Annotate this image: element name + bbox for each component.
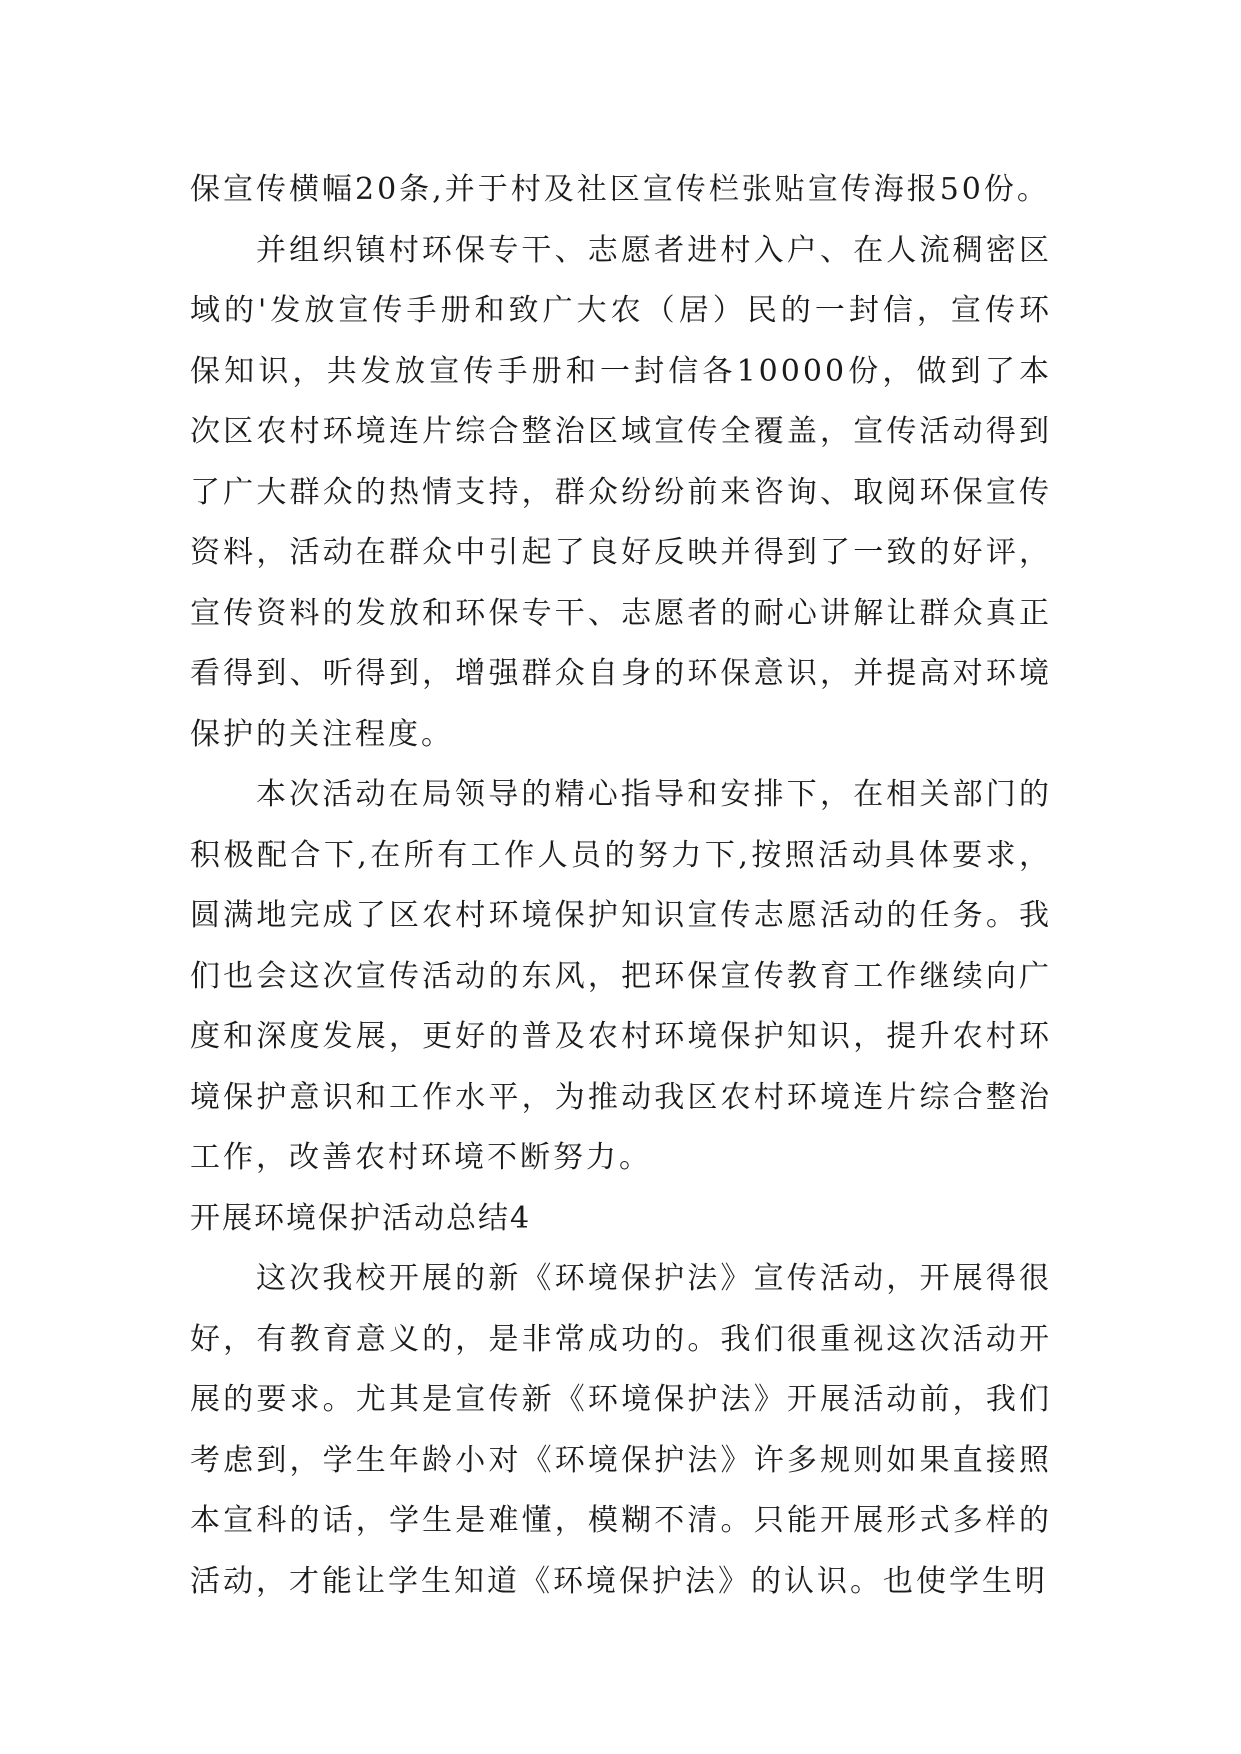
paragraph-section-4: 这次我校开展的新《环境保护法》宣传活动，开展得很好，有教育意义的，是非常成功的。我们很重视这次活动开展的要求。尤其是宣传新《环境保护法》开展活动前，我们考虑到，学生年龄小对《环境保护法》许多规则如果直接照本宣科的话，学生是难懂，模糊不清。只能开展形式多样的活动，才能让学生知道《环境保护法》的认识。也使学生明 [190,1261,1052,1599]
section-heading: 开展环境保护活动总结4 [190,1200,532,1236]
paragraph-distribution: 并组织镇村环保专干、志愿者进村入户、在人流稠密区域的'发放宣传手册和致广大农（居）民的一封信，宣传环保知识，共发放宣传手册和一封信各10000份，做到了本次区农村环境连片综合整治区域宣传全覆盖，宣传活动得到了广大群众的热情支持，群众纷纷前来咨询、取阅环保宣传资料，活动在群众中引起了良好反映并得到了一致的好评，宣传资料的发放和环保专干、志愿者的耐心讲解让群众真正看得到、听得到，增强群众自身的环保意识，并提高对环境保护的关注程度。 [190,232,1052,752]
paragraph-conclusion: 本次活动在局领导的精心指导和安排下，在相关部门的积极配合下,在所有工作人员的努力下,按照活动具体要求，圆满地完成了区农村环境保护知识宣传志愿活动的任务。我们也会这次宣传活动的东风，把环保宣传教育工作继续向广度和深度发展，更好的普及农村环境保护知识，提升农村环境保护意识和工作水平，为推动我区农村环境连片综合整治工作，改善农村环境不断努力。 [190,777,1052,1175]
paragraph-continuation: 保宣传横幅20条,并于村及社区宣传栏张贴宣传海报50份。 [190,172,1050,207]
document-body [190,160,1052,1612]
